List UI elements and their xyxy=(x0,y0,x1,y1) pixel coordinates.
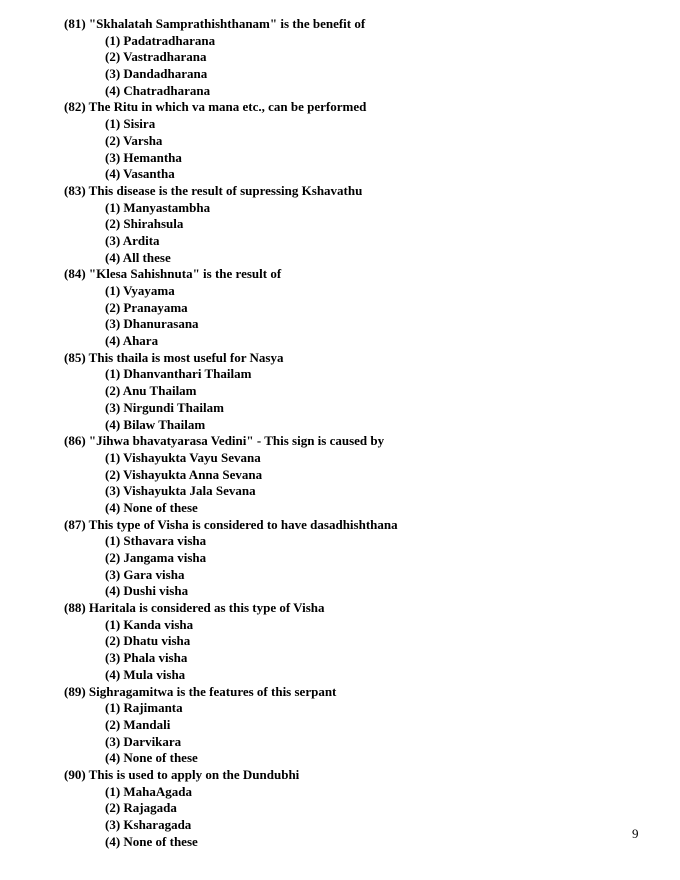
answer-option: (1) Dhanvanthari Thailam xyxy=(105,366,252,382)
question-block xyxy=(64,350,664,433)
answer-option: (3) Phala visha xyxy=(105,650,188,666)
answer-option: (3) Vishayukta Jala Sevana xyxy=(105,483,256,499)
answer-option: (3) Ksharagada xyxy=(105,817,192,832)
page-number: 9 xyxy=(632,826,639,841)
answer-option: (2) Pranayama xyxy=(105,299,188,315)
answer-option: (1) Padatradharana xyxy=(105,32,216,48)
question-block xyxy=(64,600,664,683)
question-text: (86) "Jihwa bhavatyarasa Vedini" - This sign is caused by xyxy=(64,433,385,449)
answer-option: (1) MahaAgada xyxy=(105,783,193,799)
answer-option: (4) Mula visha xyxy=(105,666,186,682)
question-text: (88) Haritala is considered as this type of Visha xyxy=(64,600,325,616)
answer-option: (2) Anu Thailam xyxy=(105,383,197,399)
answer-option: (2) Vishayukta Anna Sevana xyxy=(105,466,263,482)
question-block xyxy=(64,266,664,349)
answer-option: (4) Chatradharana xyxy=(105,82,211,98)
answer-option: (2) Vastradharana xyxy=(105,49,207,65)
question-text: (87) This type of Visha is considered to have dasadhishthana xyxy=(64,516,398,532)
answer-option: (1) Kanda visha xyxy=(105,616,194,632)
answer-option: (2) Dhatu visha xyxy=(105,633,191,649)
answer-option: (4) Vasantha xyxy=(105,166,175,182)
question-block xyxy=(64,767,664,850)
question-text: (81) "Skhalatah Samprathishthanam" is the benefit of xyxy=(64,16,366,31)
answer-option: (3) Nirgundi Thailam xyxy=(105,399,224,415)
answer-option: (4) None of these xyxy=(105,833,198,849)
answer-option: (3) Dandadharana xyxy=(105,66,208,82)
answer-option: (4) Ahara xyxy=(105,333,159,349)
answer-option: (3) Gara visha xyxy=(105,566,185,582)
answer-option: (1) Vyayama xyxy=(105,283,175,298)
question-text: (85) This thaila is most useful for Nasya xyxy=(64,349,284,365)
question-list xyxy=(64,16,664,850)
question-text: (89) Sighragamitwa is the features of this serpant xyxy=(64,683,337,699)
answer-option: (2) Rajagada xyxy=(105,800,177,816)
question-text: (83) This disease is the result of supressing Kshavathu xyxy=(64,182,363,198)
answer-option: (4) None of these xyxy=(105,499,198,515)
answer-option: (1) Rajimanta xyxy=(105,700,183,716)
answer-option: (3) Ardita xyxy=(105,232,160,248)
answer-option: (2) Shirahsula xyxy=(105,216,184,232)
question-block xyxy=(64,16,664,99)
answer-option: (4) Dushi visha xyxy=(105,583,189,599)
answer-option: (3) Dhanurasana xyxy=(105,316,199,332)
question-block xyxy=(64,684,664,767)
answer-option: (2) Jangama visha xyxy=(105,550,207,565)
answer-option: (4) Bilaw Thailam xyxy=(105,416,206,432)
answer-option: (1) Vishayukta Vayu Sevana xyxy=(105,449,261,465)
answer-option: (4) None of these xyxy=(105,750,198,766)
question-text: (90) This is used to apply on the Dundubhi xyxy=(64,766,300,782)
question-block xyxy=(64,517,664,600)
question-block xyxy=(64,433,664,516)
answer-option: (1) Manyastambha xyxy=(105,199,211,215)
question-text: (84) "Klesa Sahishnuta" is the result of xyxy=(64,266,282,282)
question-block xyxy=(64,99,664,182)
question-block xyxy=(64,183,664,266)
answer-option: (2) Varsha xyxy=(105,132,163,148)
question-text: (82) The Ritu in which va mana etc., can be performed xyxy=(64,99,367,115)
answer-option: (4) All these xyxy=(105,249,171,265)
answer-option: (1) Sthavara visha xyxy=(105,533,207,549)
answer-option: (2) Mandali xyxy=(105,716,171,732)
answer-option: (1) Sisira xyxy=(105,116,156,132)
answer-option: (3) Darvikara xyxy=(105,733,182,749)
answer-option: (3) Hemantha xyxy=(105,149,182,165)
